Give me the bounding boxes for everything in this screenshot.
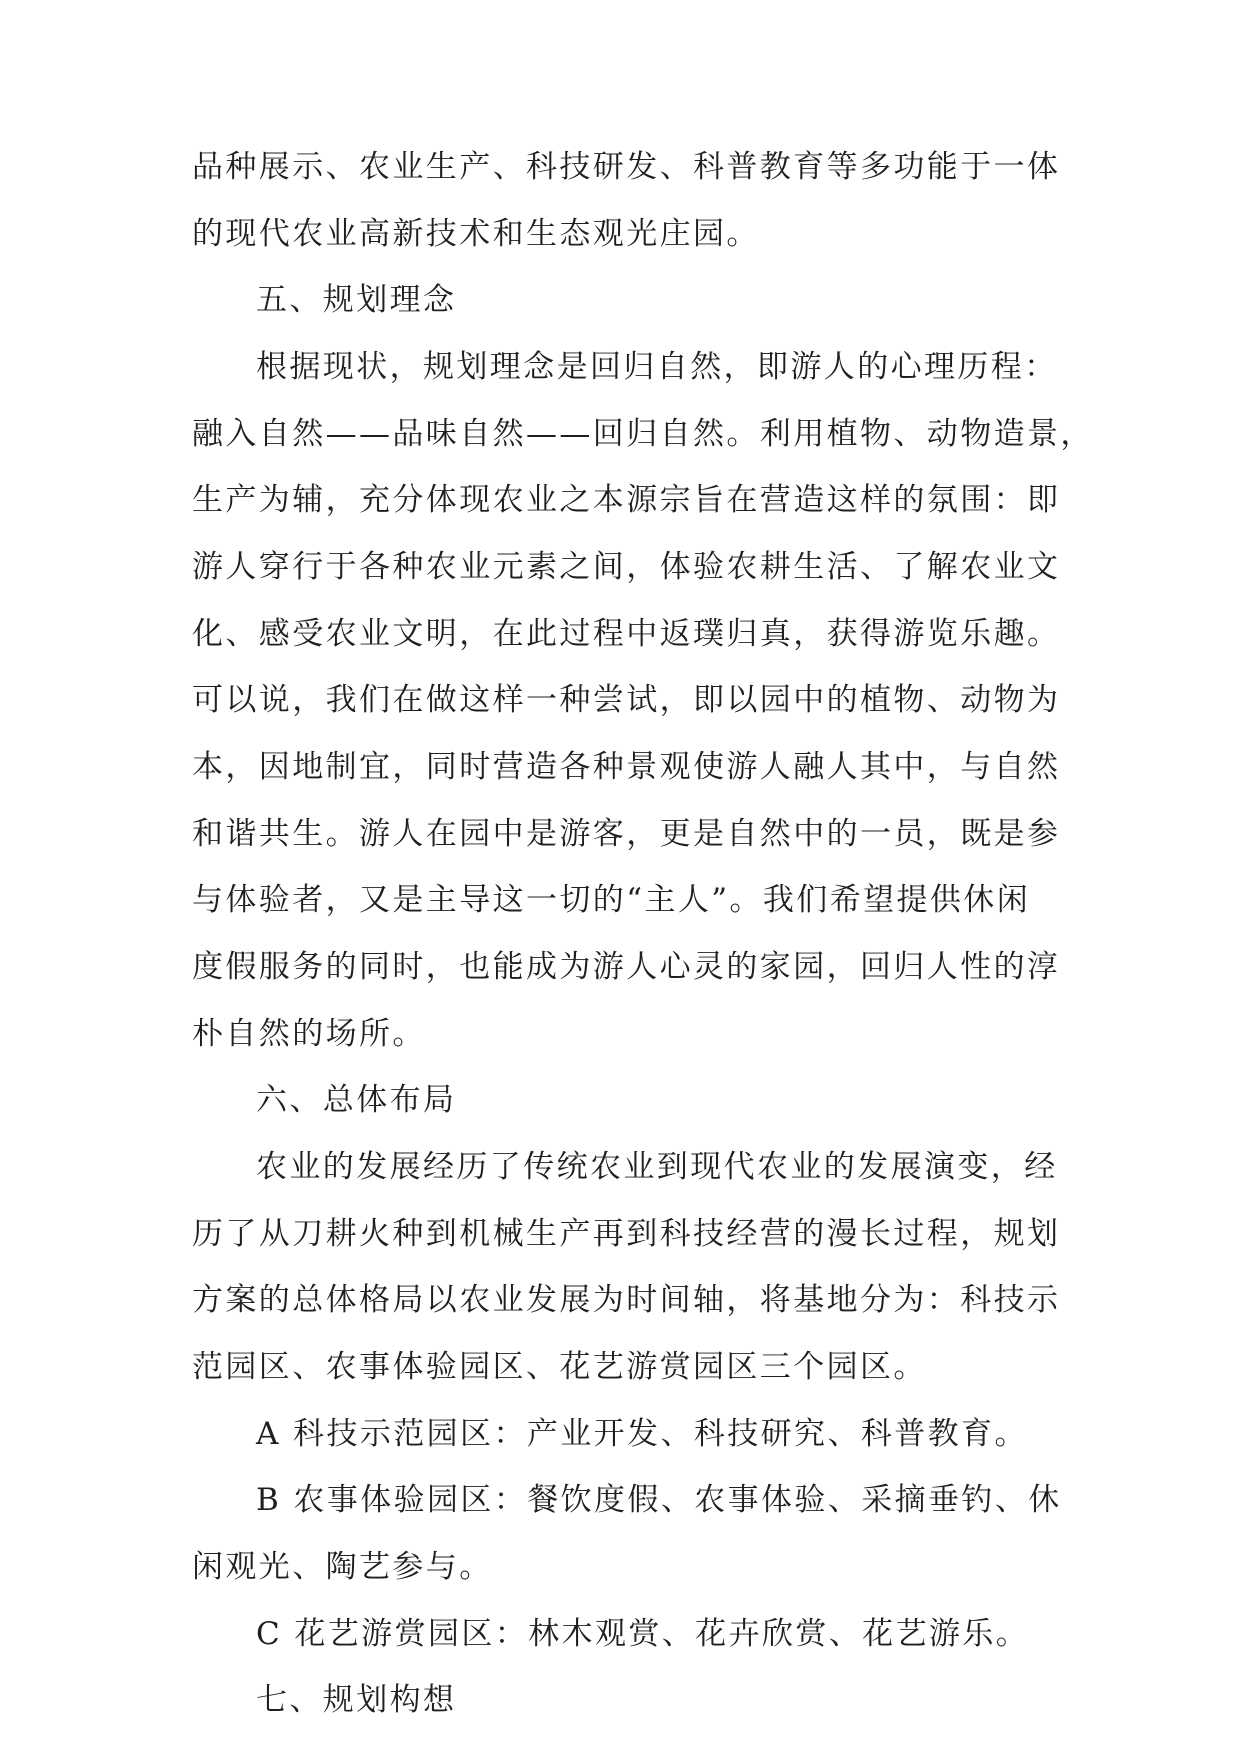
body-text-line: 度假服务的同时，也能成为游人心灵的家园，回归人性的淳 xyxy=(192,949,1061,985)
body-text-line: 范园区、农事体验园区、花艺游赏园区三个园区。 xyxy=(192,1349,927,1385)
body-text-line: 农业的发展经历了传统农业到现代农业的发展演变，经 xyxy=(256,1149,1058,1185)
list-item: C 花艺游赏园区：林木观赏、花卉欣赏、花艺游乐。 xyxy=(256,1616,1030,1652)
list-item-continuation: 闲观光、陶艺参与。 xyxy=(192,1549,493,1585)
body-text-line: 与体验者，又是主导这一切的“主人”。我们希望提供休闲 xyxy=(192,882,1031,918)
list-item: B 农事体验园区：餐饮度假、农事体验、采摘垂钓、休 xyxy=(256,1482,1062,1518)
body-text-line: 朴自然的场所。 xyxy=(192,1016,426,1052)
body-text-line: 可以说，我们在做这样一种尝试，即以园中的植物、动物为 xyxy=(192,682,1061,718)
body-text-line: 游人穿行于各种农业元素之间，体验农耕生活、了解农业文 xyxy=(192,549,1061,585)
section-heading: 七、规划构想 xyxy=(256,1682,457,1718)
body-text-line: 和谐共生。游人在园中是游客，更是自然中的一员，既是参 xyxy=(192,816,1061,852)
body-text-line: 品种展示、农业生产、科技研发、科普教育等多功能于一体 xyxy=(192,149,1061,185)
body-text-line: 方案的总体格局以农业发展为时间轴，将基地分为：科技示 xyxy=(192,1282,1061,1318)
body-text-line: 历了从刀耕火种到机械生产再到科技经营的漫长过程，规划 xyxy=(192,1216,1061,1252)
section-heading: 六、总体布局 xyxy=(256,1082,457,1118)
section-heading: 五、规划理念 xyxy=(256,282,457,318)
body-text-line: 根据现状，规划理念是回归自然，即游人的心理历程： xyxy=(256,349,1058,385)
body-text-line: 的现代农业高新技术和生态观光庄园。 xyxy=(192,216,760,252)
body-text-line: 生产为辅，充分体现农业之本源宗旨在营造这样的氛围：即 xyxy=(192,482,1061,518)
body-text-line: 融入自然——品味自然——回归自然。利用植物、动物造景， xyxy=(192,416,1094,452)
body-text-line: 本，因地制宜，同时营造各种景观使游人融人其中，与自然 xyxy=(192,749,1061,785)
body-text-line: 化、感受农业文明，在此过程中返璞归真，获得游览乐趣。 xyxy=(192,616,1061,652)
list-item: A 科技示范园区：产业开发、科技研究、科普教育。 xyxy=(256,1416,1028,1452)
